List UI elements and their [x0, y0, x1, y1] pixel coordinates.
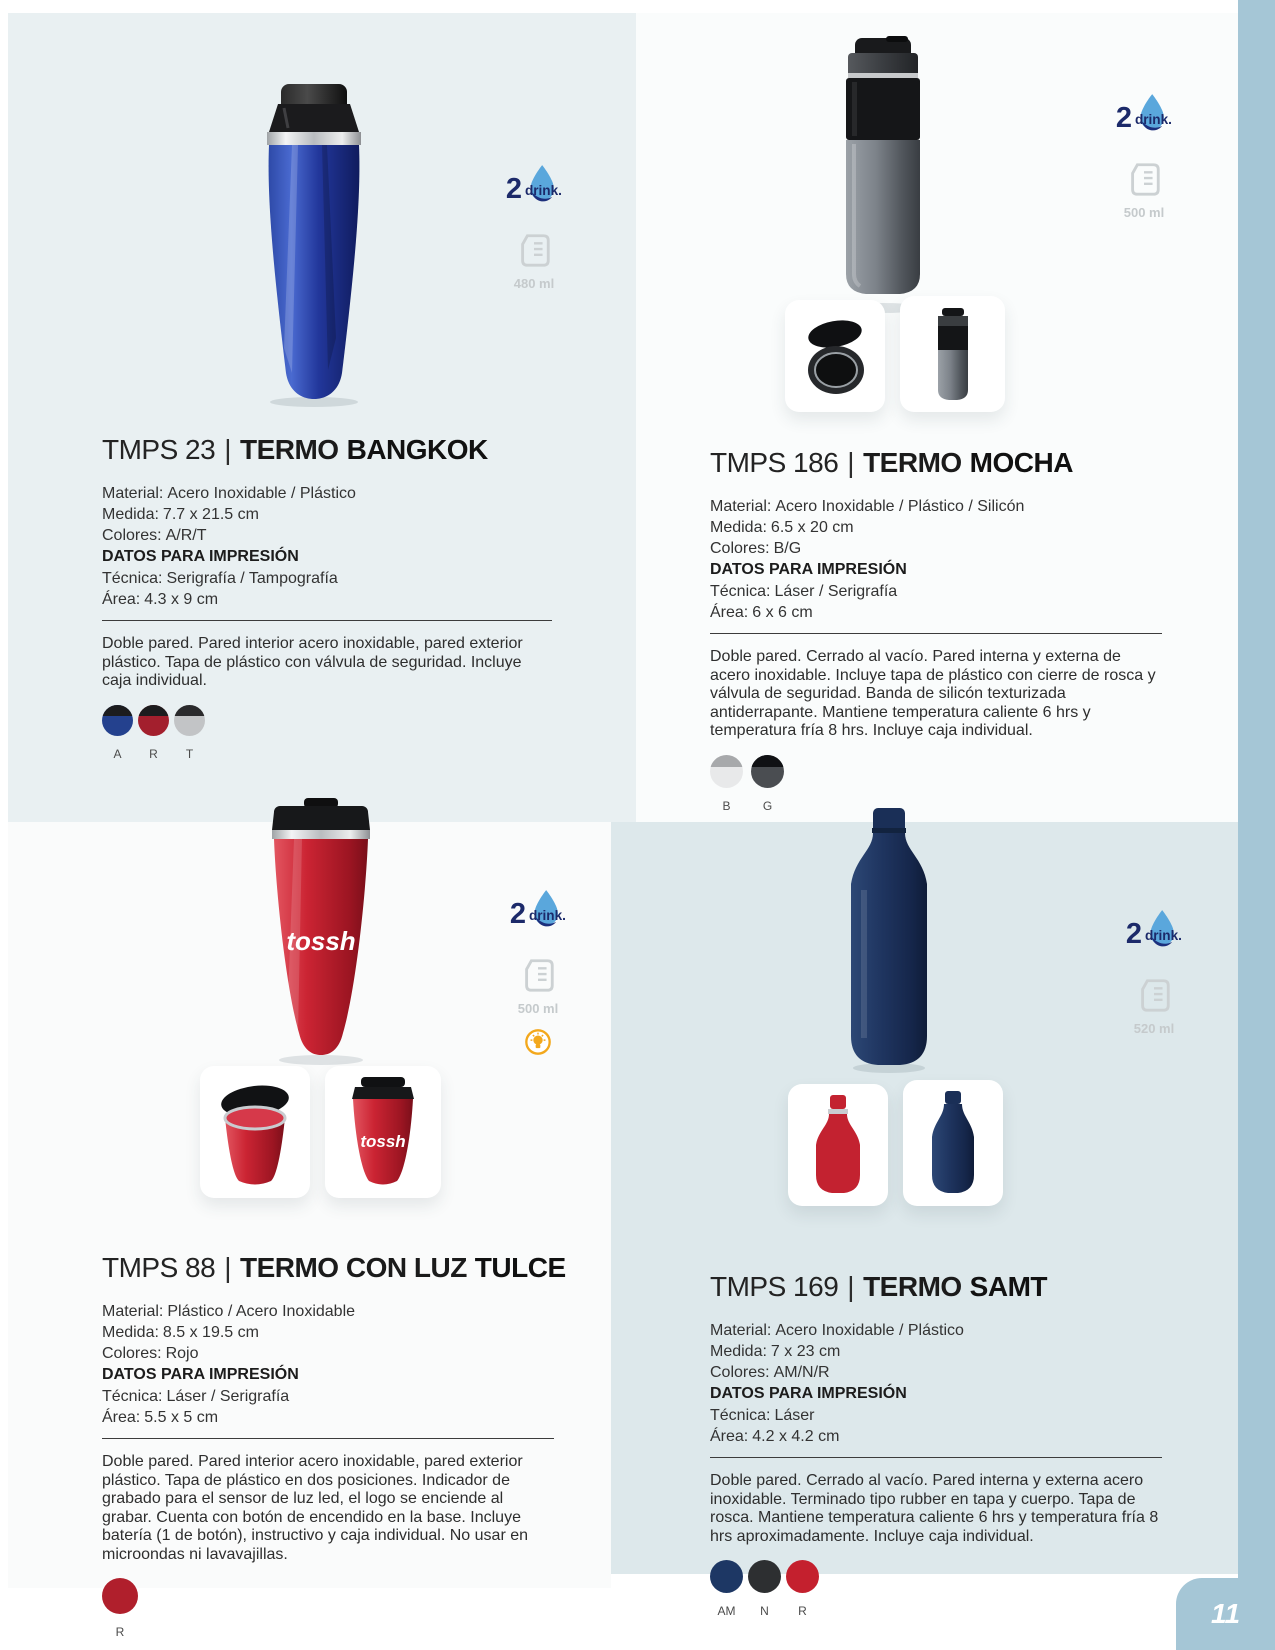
- thumbnail-tumbler: [335, 1075, 431, 1189]
- product-code: TMPS 23: [102, 434, 216, 465]
- svg-text:2: 2: [1125, 917, 1143, 950]
- color-swatch: [751, 755, 784, 788]
- thumbnail-open-lid: [209, 1075, 301, 1189]
- svg-text:2: 2: [1115, 101, 1133, 134]
- svg-text:drink.: drink.: [528, 908, 566, 924]
- capacity-label: 520 ml: [1133, 1021, 1175, 1036]
- thumbnail-card: [900, 296, 1005, 412]
- product-type: TERMO CON LUZ: [239, 1252, 467, 1283]
- swatch-label: N: [760, 1604, 769, 1618]
- product-icons-bangkok: [498, 163, 570, 291]
- spec-material: Material: Plástico / Acero Inoxidable: [102, 1303, 356, 1320]
- spec-colores: Colores: A/R/T: [102, 527, 207, 544]
- product-title: [102, 435, 552, 465]
- spec-colores: Colores: B/G: [710, 540, 802, 557]
- product-title: [710, 448, 1162, 478]
- divider-rule: [710, 1457, 1162, 1458]
- svg-text:drink.: drink.: [524, 183, 562, 199]
- product-code: TMPS 186: [710, 447, 839, 478]
- datos-header: DATOS PARA IMPRESIÓN: [710, 561, 907, 578]
- spec-material: Material: Acero Inoxidable / Plástico: [710, 1322, 964, 1339]
- spec-material: Material: Acero Inoxidable / Plástico: [102, 485, 356, 502]
- thumbnail-tumbler: [929, 304, 977, 404]
- divider-rule: [710, 633, 1162, 634]
- capacity-label: 500 ml: [517, 1001, 559, 1016]
- divider-rule: [102, 620, 552, 621]
- color-swatches: [102, 1578, 554, 1639]
- product-description: Doble pared. Pared interior acero inoxidable, pared exterior plástico. Tapa de plástico en dos posiciones. Indicador de grabado para el sensor de luz led, el logo se enciende al grabar. Cuenta con botón de encendido en la base. Incluye batería (1 de botón), instructivo y caja individual. No usar en microondas ni lavavajillas.: [102, 1453, 529, 1563]
- thumbnail-open-lid: [793, 308, 877, 404]
- 2drink-logo: [505, 163, 563, 214]
- product-info-tulce: [102, 1252, 566, 1639]
- spec-medida: Medida: 8.5 x 19.5 cm: [102, 1324, 259, 1341]
- product-description: Doble pared. Cerrado al vacío. Pared interna y externa de acero inoxidable. Incluye tapa de plástico con cierre de rosca y válvula de seguridad. Banda de silicón texturizada antiderrapante. Mantiene temperatura caliente 6 hrs y temperatura fría 8 hrs. Incluye caja individual.: [710, 648, 1156, 739]
- light-bulb-icon: [524, 1028, 552, 1061]
- page-number-tab: [1176, 1578, 1275, 1650]
- swatch-label: R: [798, 1604, 807, 1618]
- product-image-mocha: [828, 36, 938, 321]
- product-thumbnails-samt: [788, 1080, 1003, 1206]
- spec-tecnica: Técnica: Láser: [710, 1407, 815, 1424]
- 2drink-logo: [1115, 92, 1173, 143]
- title-separator: |: [847, 1271, 855, 1302]
- capacity-indicator: [514, 231, 554, 291]
- capacity-indicator: [1124, 160, 1164, 220]
- spec-area: Área: 4.3 x 9 cm: [102, 591, 219, 608]
- capacity-indicator: [518, 956, 558, 1016]
- color-swatches: [710, 755, 1162, 813]
- product-image-tulce: [246, 798, 396, 1071]
- datos-header: DATOS PARA IMPRESIÓN: [102, 1366, 299, 1383]
- spec-area: Área: 5.5 x 5 cm: [102, 1409, 219, 1426]
- color-swatch: [710, 1560, 743, 1593]
- product-title: [102, 1252, 566, 1283]
- divider-rule: [102, 1438, 554, 1439]
- spec-colores: Colores: Rojo: [102, 1345, 199, 1362]
- product-icons-samt: [1118, 908, 1190, 1036]
- svg-text:drink.: drink.: [1144, 928, 1182, 944]
- svg-text:2: 2: [509, 897, 527, 930]
- product-icons-tulce: [502, 888, 574, 1061]
- product-image-samt: [842, 806, 937, 1079]
- product-name: TULCE: [474, 1252, 566, 1283]
- product-thumbnails-tulce: [200, 1066, 441, 1198]
- swatch-label: AM: [717, 1604, 736, 1618]
- title-separator: |: [224, 1252, 231, 1283]
- spec-colores: Colores: AM/N/R: [710, 1364, 830, 1381]
- swatch-label: B: [722, 798, 731, 813]
- product-description: Doble pared. Pared interior acero inoxidable, pared exterior plástico. Tapa de plástico con válvula de seguridad. Incluye caja individual.: [102, 635, 523, 689]
- product-info-bangkok: [102, 435, 552, 761]
- thumbnail-card: [903, 1080, 1003, 1206]
- swatch-label: G: [762, 798, 773, 813]
- product-code: TMPS 88: [102, 1252, 216, 1283]
- product-code: TMPS 169: [710, 1271, 839, 1302]
- color-swatch: [710, 755, 743, 788]
- brand-logo: tossh: [360, 1132, 406, 1151]
- svg-text:drink.: drink.: [1134, 112, 1172, 128]
- measuring-cup-icon: [1135, 976, 1173, 1019]
- product-type: TERMO: [863, 1271, 962, 1302]
- spec-medida: Medida: 6.5 x 20 cm: [710, 519, 854, 536]
- color-swatch: [174, 705, 205, 736]
- measuring-cup-icon: [515, 231, 553, 274]
- color-swatch: [102, 1578, 138, 1614]
- 2drink-logo: [509, 888, 567, 939]
- product-type: TERMO: [863, 447, 962, 478]
- product-icons-mocha: [1108, 92, 1180, 220]
- swatch-label: T: [185, 746, 194, 761]
- thumbnail-card: [785, 300, 885, 412]
- spec-medida: Medida: 7.7 x 21.5 cm: [102, 506, 259, 523]
- product-name: MOCHA: [969, 447, 1073, 478]
- product-info-samt: [710, 1272, 1162, 1618]
- color-swatch: [786, 1560, 819, 1593]
- color-swatch: [138, 705, 169, 736]
- color-swatch: [102, 705, 133, 736]
- color-swatches: [102, 705, 552, 761]
- product-description: Doble pared. Cerrado al vacío. Pared interna y externa acero inoxidable. Terminado tipo rubber en tapa y cuerpo. Tapa de rosca. Mantiene temperatura caliente 6 hrs y temperatura fría 8 hrs aproximadamente. Incluye caja individual.: [710, 1472, 1159, 1545]
- spec-area: Área: 6 x 6 cm: [710, 604, 813, 621]
- brand-logo: tossh: [286, 926, 356, 956]
- capacity-indicator: [1134, 976, 1174, 1036]
- capacity-label: 500 ml: [1123, 205, 1165, 220]
- product-title: [710, 1272, 1162, 1302]
- capacity-label: 480 ml: [513, 276, 555, 291]
- color-swatch: [748, 1560, 781, 1593]
- thumbnail-bottle-navy: [925, 1089, 981, 1197]
- spec-tecnica: Técnica: Láser / Serigrafía: [710, 583, 898, 600]
- spec-material: Material: Acero Inoxidable / Plástico / Silicón: [710, 498, 1025, 515]
- 2drink-logo: [1125, 908, 1183, 959]
- swatch-label: R: [149, 746, 158, 761]
- datos-header: DATOS PARA IMPRESIÓN: [102, 548, 299, 565]
- swatch-label: R: [115, 1625, 125, 1639]
- swatch-label: A: [113, 746, 122, 761]
- color-swatches: [710, 1560, 1162, 1618]
- measuring-cup-icon: [1125, 160, 1163, 203]
- product-image-bangkok: [232, 78, 397, 413]
- svg-text:2: 2: [505, 172, 523, 205]
- title-separator: |: [224, 434, 231, 465]
- thumbnail-card: [325, 1066, 441, 1198]
- product-info-mocha: [710, 448, 1162, 813]
- spec-tecnica: Técnica: Láser / Serigrafía: [102, 1388, 290, 1405]
- product-name: BANGKOK: [346, 434, 488, 465]
- measuring-cup-icon: [519, 956, 557, 999]
- page-number: 11: [1210, 1598, 1241, 1629]
- product-thumbnails-mocha: [785, 296, 1005, 412]
- spec-tecnica: Técnica: Serigrafía / Tampografía: [102, 570, 338, 587]
- spec-medida: Medida: 7 x 23 cm: [710, 1343, 841, 1360]
- thumbnail-card: [200, 1066, 310, 1198]
- product-type: TERMO: [239, 434, 339, 465]
- product-name: SAMT: [969, 1271, 1047, 1302]
- datos-header: DATOS PARA IMPRESIÓN: [710, 1385, 907, 1402]
- thumbnail-bottle-red: [808, 1093, 868, 1197]
- title-separator: |: [847, 447, 855, 478]
- spec-area: Área: 4.2 x 4.2 cm: [710, 1428, 840, 1445]
- thumbnail-card: [788, 1084, 888, 1206]
- right-edge-band: [1238, 0, 1275, 1650]
